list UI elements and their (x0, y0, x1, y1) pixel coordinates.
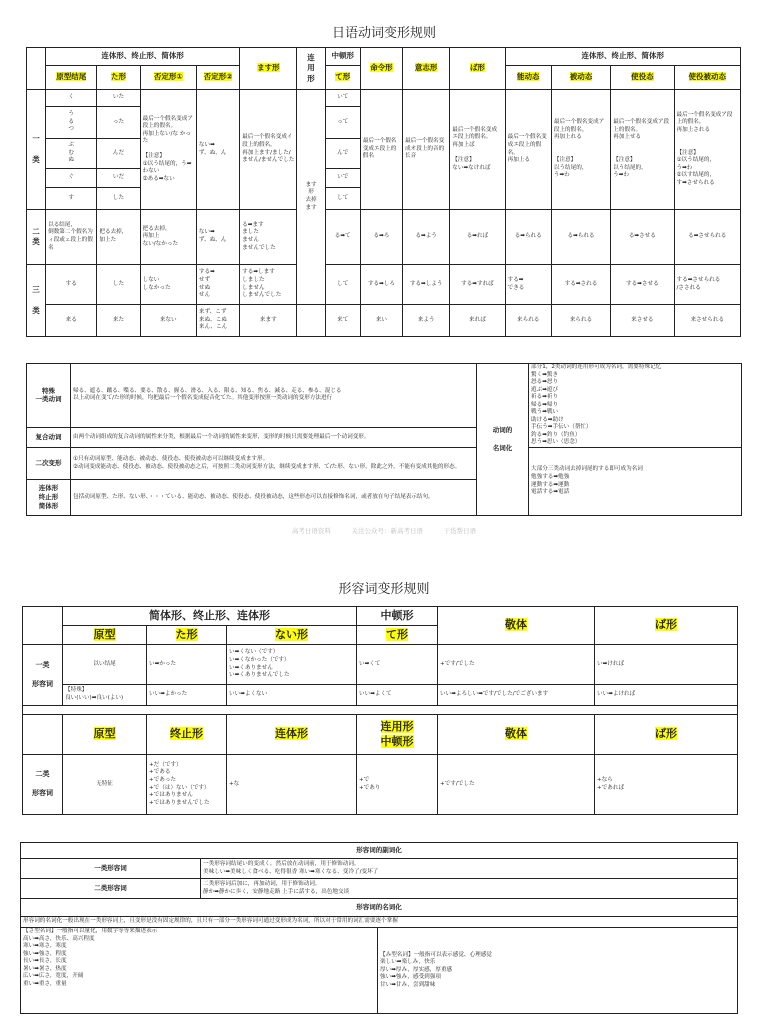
watermark: 高考日语资料 关注公众号：新高考日语 干货帮日语 (291, 527, 477, 535)
adj2-h-rentai: 连体形 (227, 715, 357, 755)
g3-suru-neg1: しない しなかった (140, 265, 196, 305)
adj2-h-renyo: 连用形 中顿形 (357, 715, 438, 755)
ii-adj-genkei: 【特殊】 良い(いい)➡良い(よい) (63, 685, 147, 706)
g2-shieki-ukemi: る➡させられる (674, 210, 740, 265)
g3-suru-te: して (325, 265, 360, 305)
cat-1: 一 类 (27, 90, 46, 210)
adj-h-group: 简体形、终止形、连体形 (63, 607, 357, 626)
g3-suru-noudou: する➡ できる (505, 265, 551, 305)
g1-ending: ぶ む ぬ (46, 139, 97, 169)
h-neg2: 否定形② (196, 66, 239, 90)
g2-shieki: る➡させる (611, 210, 674, 265)
g2-meirei: る➡ろ (360, 210, 402, 265)
ii-adj-keitai: いい➡よろしい➡です/でした/でございます (438, 685, 595, 706)
g1-ending: く (46, 90, 97, 107)
g1-ishi: 最后一个假名变成オ段上的音的长音 (403, 90, 450, 210)
h-noudou: 能动态 (505, 66, 551, 90)
g3-suru-ta: した (97, 265, 140, 305)
na-adj-keitai: +です/でした (438, 755, 595, 815)
g3-suru-ishi: する➡しよう (403, 265, 450, 305)
na-adj-ba: +なら +であれば (595, 755, 738, 815)
i-adj-label: 一类 形容词 (23, 645, 63, 706)
ii-adj-ba: いい➡よければ (595, 685, 738, 706)
adj-page-title: 形容词变形规则 (338, 582, 430, 597)
g3-kuru-stem (297, 305, 325, 337)
nominal-note: 形容词的名词化一般出现在一类形容词上，且变形是没有固定规律的，且只有一部分一类形容词可通过变形成为名词，所以对于常用的词汇需要逐个掌握 (21, 917, 738, 928)
g1-shieki: 最后一个假名变成ア段上的假名。 再加上せる 【注意】 以う结尾的， う➡わ (611, 90, 674, 210)
adverb-title: 形容词的副词化 (21, 843, 738, 859)
cat-3: 三 类 (27, 265, 46, 337)
adverb-r2-label: 二类形容词 (21, 879, 201, 899)
adj-h-chudan: 中顿形 (357, 607, 438, 626)
g1-ukemi: 最后一个假名变成ア段上的假名。 再加上れる 【注意】 以う结尾的， う➡わ (551, 90, 610, 210)
special-r4-label: 连体形 终止形 简体形 (27, 480, 71, 516)
g1-ta: った (97, 107, 140, 139)
adj-h-keitai: 敬体 (438, 607, 595, 645)
special-r2-label: 复合动词 (27, 427, 71, 447)
g2-ending: 以る结尾， 倒数第二个假名为ィ段或ェ段上的假名 (46, 210, 97, 265)
g1-te: いで (325, 169, 360, 188)
adj-h-ta: た形 (147, 626, 227, 645)
g1-ta: した (97, 188, 140, 210)
adj-h-ba: ば形 (595, 607, 738, 645)
adj2-h-shushi: 终止形 (147, 715, 227, 755)
na-adj-shushi: +だ（です） +である +であった +で（は）ない（です） +ではありません +ではありませんでした (147, 755, 227, 815)
g1-ending: う る つ (46, 107, 97, 139)
ii-adj-te: いい➡よくて (357, 685, 438, 706)
g3-suru-shieki: する➡させる (611, 265, 674, 305)
g2-masu: る➡ます ました ません ませんでした (240, 210, 297, 265)
g3-suru-meirei: する➡しろ (360, 265, 402, 305)
adj-conjugation-table (22, 606, 738, 815)
special-r1-label: 特殊 一类动词 (27, 364, 71, 428)
adj2-h-keitai: 敬体 (438, 715, 595, 755)
g1-noudou: 最后一个假名变成エ段上的假名。 再加上る (505, 90, 551, 210)
g3-suru-masu: する➡します しました しません しませんでした (240, 265, 297, 305)
g1-neg1: 最后一个假名变成ア段上的假名。 再加上ない/な かった 【注意】 ①以う结尾的，う➡わない ②ある➡ない (140, 90, 196, 210)
g1-ta: いだ (97, 169, 140, 188)
mi-nouns: 【み型名词】一般指可以表示感觉、心理感觉 楽しい➡楽しみ，快乐 厚い➡厚み，厚实感，厚重感 強い➡強み，感受到强项 甘い➡甘み，尝到甜味 (378, 928, 738, 1014)
g3-kuru-shieki: 来させる (611, 305, 674, 337)
g2-neg2: ない➡ ず、ぬ、ん (196, 210, 239, 265)
verb-page-title: 日语动词变形规则 (331, 26, 436, 41)
i-adj-te: い➡くて (357, 645, 438, 685)
g2-ishi: る➡よう (403, 210, 450, 265)
adverb-r1-label: 一类形容词 (21, 859, 201, 879)
na-adj-genkei: 无特征 (63, 755, 147, 815)
adj-corner (23, 607, 63, 645)
g2-neg1: 把る去掉， 再加上 ない/なかった (140, 210, 196, 265)
noun-label: 动词的 名词化 (477, 364, 529, 516)
g2-noudou: る➡られる (505, 210, 551, 265)
h-renyo: 连 用 形 (297, 48, 325, 90)
corner-cell (27, 48, 46, 90)
adj-spacer (23, 706, 738, 715)
g1-ending: す (46, 188, 97, 210)
g1-te: んで (325, 139, 360, 169)
g2-ta: 把る去掉， 加上た (97, 210, 140, 265)
g1-masu: 最后一个假名变成イ段上的假名。 再加上ます/ました/ ません/ませんでした (240, 90, 297, 210)
special-r4-text: 包括动词原型、た形、ない形、・・・ている、能动态、被动态、使役态、使役被动态，这些形态可以直接修饰名词，或者放在句子结尾表示结句。 (71, 480, 477, 516)
g2-ba: る➡れば (450, 210, 505, 265)
h-shieki: 使役态 (611, 66, 674, 90)
g3-kuru-te: 来て (325, 305, 360, 337)
special-r3-label: 二次变形 (27, 448, 71, 480)
ii-adj-nai: いい➡よくない (227, 685, 357, 706)
sa-nouns: 【さ型名词】一般指可以量化，用数字等等来描述表示 高い➡高さ，快乐、高兴程度 寒い➡寒さ，寒度 強い➡強さ，程度 長い➡長さ，长度 暑い➡暑さ，热度 広い➡広さ，宽度，开阔 重い➡重さ，重量 (21, 928, 378, 1014)
special-rules-table (26, 363, 742, 516)
g1-te: って (325, 107, 360, 139)
g3-kuru-shieki-ukemi: 来させられる (674, 305, 740, 337)
adverb-r1-text: 一类形容词结尾い的变成く，然后放在动词前，用于修饰动词。 美味しい➡美味しく食べる、吃得很香 寒い➡寒くなる、变冷了/变坏了 (201, 859, 738, 879)
noun-top: 部分1，2类动词的连用形可成为名词，需要特殊记忆 驚く➡驚き 怒る➡怒り 遊ぶ➡遊び 祈る➡祈り 帰る➡帰り 戦う➡戦い 助ける➡助け 手伝う➡手伝い（帮忙） 釣る➡釣り（钓鱼） 思う➡思い（思念） (529, 364, 742, 448)
cat-2: 二 类 (27, 210, 46, 265)
na-adj-renyo: +で +であり (357, 755, 438, 815)
special-r1-text: 帰る、遮る、蹴る、喋る、要る、散る、握る、滑る、入る、限る、知る、焦る、減る、走る、参る、混じる 以上动词在变て/た形的时候，均把最后一个假名变成促音化てた。其他变形按照一类动词的变形方法进行 (71, 364, 477, 428)
g3-kuru-masu: 来ます (240, 305, 297, 337)
masu-stem: ます 形 去掉 ます (297, 90, 325, 305)
g3-suru-neg2: する➡ せず せぬ せん (196, 265, 239, 305)
h-group-2: 连体形、终止形、简体形 (505, 48, 740, 66)
ii-adj-ta: いい➡よかった (147, 685, 227, 706)
g2-te: る➡て (325, 210, 360, 265)
h-ukemi: 被动态 (551, 66, 610, 90)
i-adj-genkei: 以い结尾 (63, 645, 147, 685)
adj-h-genkei: 原型 (63, 626, 147, 645)
g1-neg2: ない➡ ず、ぬ、ん (196, 90, 239, 210)
g3-kuru-neg1: 来ない (140, 305, 196, 337)
adj-corner-2 (23, 715, 63, 755)
i-adj-nai: い➡くない（です） い➡くなかった（です） い➡くありません い➡くありませんでした (227, 645, 357, 685)
h-masu: ます形 (240, 48, 297, 90)
adj2-h-ba: ば形 (595, 715, 738, 755)
adverb-r2-text: 二类形容词后加に，再加动词，用于修饰动词。 静か➡静かに歩く，安静地走路 上手に話する，出色地交谈 (201, 879, 738, 899)
g3-kuru-ta: 来た (97, 305, 140, 337)
g1-te: して (325, 188, 360, 210)
g3-kuru-noudou: 来られる (505, 305, 551, 337)
g1-shieki-ukemi: 最后一个假名变成ア段上的假名。 再加上される 【注意】 ①以う结尾的， う➡わ ②以す结尾的， す➡させられる (674, 90, 740, 210)
h-meirei: 命令形 (360, 48, 402, 90)
g1-ending: ぐ (46, 169, 97, 188)
g1-ta: いた (97, 90, 140, 107)
g3-suru-ukemi: する➡される (551, 265, 610, 305)
h-neg1: 否定形① (140, 66, 196, 90)
i-adj-keitai: +です/でした (438, 645, 595, 685)
g1-meirei: 最后一个假名变成エ段上的假名 (360, 90, 402, 210)
na-adj-label: 二类 形容词 (23, 755, 63, 815)
g3-suru-ba: する➡すれば (450, 265, 505, 305)
i-adj-ba: い➡ければ (595, 645, 738, 685)
h-shieki-ukemi: 使役被动态 (674, 66, 740, 90)
h-chudan: 中顿形 (325, 48, 360, 66)
g1-te: いて (325, 90, 360, 107)
adj2-h-genkei: 原型 (63, 715, 147, 755)
i-adj-ta: い➡かった (147, 645, 227, 685)
g1-ta: んだ (97, 139, 140, 169)
special-r3-text: ①只有动词原型、能动态、被动态、使役态、使役被动态可以继续变成ます形。 ②动词变成能动态、使役态、被动态、使役被动态之后，可按照二类动词变形方法，继续变成ます形、て/た形、ない形，除此之外，不能有变成其他的形态。 (71, 448, 477, 480)
g3-kuru-meirei: 来い (360, 305, 402, 337)
adj-h-nai: ない形 (227, 626, 357, 645)
na-adj-rentai: +な (227, 755, 357, 815)
adj-derivation-table (20, 842, 738, 1014)
special-r2-text: 由两个动词组成的复合动词的属性来分类，根据最后一个动词的属性来变形，变形的时候只需要处理最后一个动词变形。 (71, 427, 477, 447)
verb-conjugation-table (26, 47, 741, 337)
g3-suru-shieki-ukemi: する➡させられる /さされる (674, 265, 740, 305)
g1-ba: 最后一个假名变成エ段上的假名。 再加上ば 【注意】 ない➡なければ (450, 90, 505, 210)
g2-ukemi: る➡られる (551, 210, 610, 265)
g3-suru-genkei: する (46, 265, 97, 305)
g3-kuru-genkei: 来る (46, 305, 97, 337)
adj-h-te: て形 (357, 626, 438, 645)
noun-bottom: 大部分三类动词去掉词尾的する即可成为名词 勉強する➡勉強 運動する➡運動 電話する➡電話 (529, 448, 742, 516)
g3-kuru-ukemi: 来られる (551, 305, 610, 337)
h-ba: ば形 (450, 48, 505, 90)
h-te: て形 (325, 66, 360, 90)
h-ishi: 意志形 (403, 48, 450, 90)
h-ta: た形 (97, 66, 140, 90)
g3-kuru-neg2: 来ず、こず 来ぬ、こぬ 来ん、こん (196, 305, 239, 337)
g3-kuru-ba: 来れば (450, 305, 505, 337)
nominal-title: 形容词的名词化 (21, 899, 738, 917)
h-genkei: 原型结尾 (46, 66, 97, 90)
g3-kuru-ishi: 来よう (403, 305, 450, 337)
h-group-1: 连体形、终止形、简体形 (46, 48, 240, 66)
